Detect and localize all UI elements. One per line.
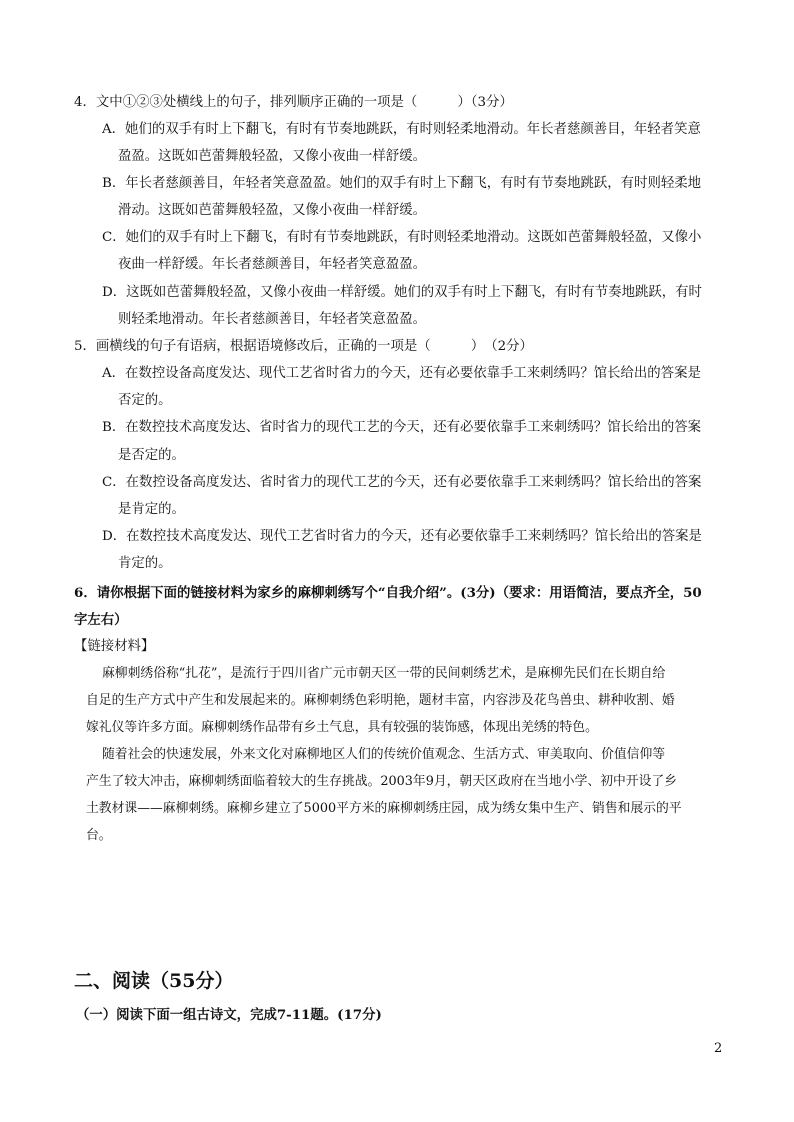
material-paragraph-1-line-2: 自足的生产方式中产生和发展起来的。麻柳刺绣色彩明艳，题材丰富，内容涉及花鸟兽虫、耕种收割、婚 xyxy=(86,693,675,708)
q4-option-b-cont: 滑动。这既如芭蕾舞般轻盈，又像小夜曲一样舒缓。 xyxy=(118,203,426,218)
q5-stem: 5．画横线的句子有语病，根据语境修改后，正确的一项是（ ） （2分） xyxy=(74,339,533,354)
material-paragraph-1: 麻柳刺绣俗称“扎花”，是流行于四川省广元市朝天区一带的民间刺绣艺术，是麻柳先民们在长期自给 xyxy=(102,666,666,681)
material-paragraph-2: 随着社会的快速发展，外来文化对麻柳地区人们的传统价值观念、生活方式、审美取向、价值信仰等 xyxy=(102,747,666,762)
q5-option-b-cont: 是否定的。 xyxy=(118,448,185,463)
q4-option-d: D．这既如芭蕾舞般轻盈，又像小夜曲一样舒缓。她们的双手有时上下翻飞，有时有节奏地跳跃，有时 xyxy=(102,285,702,300)
page-number: 2 xyxy=(714,1041,723,1056)
q4-option-c: C．她们的双手有时上下翻飞，有时有节奏地跳跃，有时则轻柔地滑动。这既如芭蕾舞般轻盈，又像小 xyxy=(102,230,702,245)
q4-option-b: B．年长者慈颜善目，年轻者笑意盈盈。她们的双手有时上下翻飞，有时有节奏地跳跃，有时则轻柔地 xyxy=(102,176,702,191)
material-paragraph-2-line-4: 台。 xyxy=(86,828,112,843)
q6-stem-cont: 字左右） xyxy=(74,612,128,628)
q5-option-c: C．在数控设备高度发达、省时省力的现代工艺的今天，还有必要依靠手工来刺绣吗？馆长给出的答案 xyxy=(102,475,702,490)
q6-stem: 6．请你根据下面的链接材料为家乡的麻柳刺绣写个“自我介绍”。(3分)（要求：用语简洁，要点齐全，50 xyxy=(74,585,702,601)
q4-option-a: A．她们的双手有时上下翻飞，有时有节奏地跳跃，有时则轻柔地滑动。年长者慈颜善目，年轻者笑意 xyxy=(102,122,701,137)
q5-option-a: A．在数控设备高度发达、现代工艺省时省力的今天，还有必要依靠手工来刺绣吗？馆长给出的答案是 xyxy=(102,366,701,381)
material-paragraph-1-line-3: 嫁礼仪等许多方面。麻柳刺绣作品带有乡土气息，具有较强的装饰感，体现出羌绣的特色。 xyxy=(86,720,598,735)
material-paragraph-2-line-3: 土教材课——麻柳刺绣。麻柳乡建立了5000平方米的麻柳刺绣庄园，成为绣女集中生产、销售和展示的平 xyxy=(86,801,682,816)
q4-option-a-cont: 盈盈。这既如芭蕾舞般轻盈，又像小夜曲一样舒缓。 xyxy=(118,149,426,164)
q4-option-d-cont: 则轻柔地滑动。年长者慈颜善目，年轻者笑意盈盈。 xyxy=(118,312,426,327)
subsection-heading: （一）阅读下面一组古诗文，完成7-11题。(17分) xyxy=(76,1007,382,1023)
q5-option-c-cont: 是肯定的。 xyxy=(118,502,185,517)
q4-option-c-cont: 夜曲一样舒缓。年长者慈颜善目，年轻者笑意盈盈。 xyxy=(118,257,426,272)
section-heading-reading: 二、阅读（55分） xyxy=(74,970,234,992)
q5-option-b: B．在数控技术高度发达、省时省力的现代工艺的今天，还有必要依靠手工来刺绣吗？馆长给出的答案 xyxy=(102,420,702,435)
q5-option-d-cont: 肯定的。 xyxy=(118,556,172,571)
material-paragraph-2-line-2: 产生了较大冲击，麻柳刺绣面临着较大的生存挑战。2003年9月，朝天区政府在当地小学、初中开设了乡 xyxy=(86,774,677,789)
material-title: 【链接材料】 xyxy=(74,639,155,654)
q5-option-a-cont: 否定的。 xyxy=(118,393,172,408)
q4-stem: 4．文中①②③处横线上的句子，排列顺序正确的一项是（ ）（3分） xyxy=(74,95,513,110)
q5-option-d: D．在数控技术高度发达、现代工艺省时省力的今天，还有必要依靠手工来刺绣吗？馆长给出的答案是 xyxy=(102,529,702,544)
